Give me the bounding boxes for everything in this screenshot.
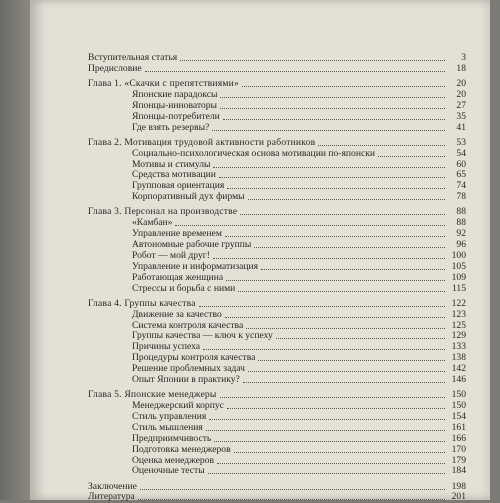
dot-leader [145, 70, 445, 72]
toc-item-page: 154 [451, 410, 466, 422]
toc-item-page: 54 [456, 147, 466, 159]
toc-entry-back-title: Заключение [88, 480, 137, 492]
dot-leader [140, 488, 445, 490]
toc-item-title: «Камбан» [132, 217, 173, 229]
toc-item-page: 150 [451, 400, 466, 411]
toc-item-title: Оценочные тесты [132, 465, 205, 477]
toc-item-page: 88 [456, 217, 466, 229]
toc-item-page: 65 [456, 169, 466, 181]
dot-leader [220, 107, 445, 109]
toc-item-title: Социально-психологическая основа мотивации по-японски [132, 147, 376, 159]
toc-item-page: 96 [456, 239, 466, 250]
toc-item-title: Движение за качество [132, 308, 222, 320]
dot-leader [213, 257, 445, 259]
toc-item-title: Японцы-потребители [132, 110, 220, 122]
dot-leader [180, 59, 445, 61]
toc-item-page: 74 [456, 180, 466, 192]
toc-item [132, 374, 466, 386]
toc-item-page: 142 [451, 363, 466, 375]
toc-item-title: Причины успеха [132, 341, 201, 353]
dot-leader [138, 498, 445, 500]
dot-leader [203, 348, 445, 350]
toc-item-page: 105 [451, 260, 466, 272]
dot-leader [242, 85, 445, 87]
toc-item-title: Средства мотивации [132, 169, 216, 181]
dot-leader [208, 472, 445, 474]
dot-leader [243, 381, 445, 383]
toc-item-title: Где взять резервы? [132, 121, 210, 133]
toc-item-title: Менеджерский корпус [132, 400, 224, 411]
toc-entry-back-page: 198 [451, 480, 466, 492]
book-page [30, 0, 490, 503]
toc-item-page: 78 [456, 191, 466, 203]
toc-item [132, 465, 466, 477]
dot-leader [220, 396, 445, 398]
toc-item-title: Автономные рабочие группы [132, 239, 252, 250]
toc-item [132, 191, 466, 203]
toc-item-title: Управление и информатизация [132, 260, 259, 272]
dot-leader [225, 235, 445, 237]
dot-leader [227, 407, 445, 409]
toc-item-title: Стрессы и борьба с ними [132, 282, 236, 294]
dot-leader [214, 440, 445, 442]
dot-leader [223, 118, 445, 120]
toc-item-page: 129 [451, 330, 466, 342]
dot-leader [225, 316, 445, 318]
toc-chapter-title: Глава 3. Персонал на производстве [88, 206, 238, 218]
toc-item-title: Решение проблемных задач [132, 363, 245, 375]
dot-leader [226, 279, 445, 281]
toc-chapter-title: Глава 5. Японские менеджеры [88, 389, 217, 401]
dot-leader [276, 337, 445, 339]
dot-leader [175, 224, 445, 226]
toc-entry-title: Вступительная статья [88, 52, 178, 63]
toc-chapter-page: 150 [451, 389, 466, 401]
toc-item-title: Система контроля качества [132, 319, 244, 331]
toc-item-page: 35 [456, 110, 466, 122]
dot-leader [318, 144, 445, 146]
toc-item-title: Опыт Японии в практику? [132, 374, 240, 385]
dot-leader [227, 187, 445, 189]
toc-entry-back-title: Литература [88, 491, 135, 503]
dot-leader [246, 327, 445, 329]
toc-item-title: Работающая женщина [132, 271, 224, 283]
toc-item-title: Предприимчивость [132, 432, 212, 444]
toc-item-title: Подготовка менеджеров [132, 443, 231, 455]
toc-item-page: 115 [451, 282, 466, 294]
toc-chapter-page: 122 [451, 297, 466, 309]
toc-entry-back-page: 201 [451, 491, 466, 503]
toc-item-title: Оценка менеджеров [132, 454, 214, 466]
toc-item-page: 170 [451, 443, 466, 455]
dot-leader [219, 176, 445, 178]
dot-leader [248, 370, 445, 372]
dot-leader [213, 166, 445, 168]
toc-entry-back [88, 491, 466, 503]
dot-leader [261, 268, 445, 270]
toc-item-title: Группы качества — ключ к успеху [132, 330, 273, 342]
toc-item-page: 179 [451, 454, 466, 466]
toc-item-title: Процедуры контроля качества [132, 352, 256, 364]
toc-item-page: 100 [451, 249, 466, 261]
toc-item-page: 41 [456, 121, 466, 133]
dot-leader [220, 96, 445, 98]
toc-item-title: Японские парадоксы [132, 88, 218, 100]
dot-leader [212, 129, 445, 131]
toc-item-page: 133 [451, 341, 466, 353]
toc-item-title: Групповая ориентация [132, 180, 225, 192]
dot-leader [240, 213, 445, 215]
toc-item-title: Мотивы и стимулы [132, 158, 211, 170]
toc-entry-preface [88, 63, 466, 75]
toc-item [132, 122, 466, 134]
toc-item-page: 27 [456, 99, 466, 111]
book-spine-shadow [0, 0, 30, 500]
dot-leader [206, 429, 445, 431]
toc-item-page: 146 [451, 374, 466, 385]
dot-leader [209, 418, 445, 420]
toc-item [132, 283, 466, 295]
toc-item-page: 123 [451, 308, 466, 320]
toc-entry-page: 3 [461, 52, 466, 63]
dot-leader [378, 155, 445, 157]
toc-item-title: Робот — мой друг! [132, 249, 210, 261]
dot-leader [238, 290, 445, 292]
toc-chapter-title: Глава 4. Группы качества [88, 297, 196, 309]
toc-item-page: 161 [451, 421, 466, 433]
toc-entry-page: 18 [456, 62, 466, 74]
toc-item-page: 20 [456, 88, 466, 100]
toc-chapter-page: 88 [456, 206, 466, 218]
toc-item-page: 138 [451, 352, 466, 364]
table-of-contents [30, 0, 490, 503]
toc-item-title: Управление временем [132, 228, 222, 240]
toc-item-page: 184 [451, 465, 466, 477]
toc-item-title: Корпоративный дух фирмы [132, 191, 245, 203]
dot-leader [199, 305, 445, 307]
toc-item-title: Стиль управления [132, 410, 207, 422]
dot-leader [234, 451, 445, 453]
toc-item-title: Стиль мышления [132, 421, 203, 433]
toc-item-page: 109 [451, 271, 466, 283]
toc-item-title: Японцы-инноваторы [132, 99, 217, 111]
dot-leader [217, 462, 445, 464]
toc-chapter-page: 20 [456, 78, 466, 89]
toc-entry-title: Предисловие [88, 62, 142, 74]
toc-item-page: 125 [451, 319, 466, 331]
dot-leader [248, 198, 445, 200]
toc-chapter-title: Глава 2. Мотивация трудовой активности работников [88, 136, 316, 148]
toc-chapter-page: 53 [456, 136, 466, 148]
dot-leader [254, 246, 445, 248]
toc-chapter-title: Глава 1. «Скачки с препятствиями» [88, 78, 239, 89]
toc-item-page: 92 [456, 228, 466, 240]
toc-item-page: 166 [451, 432, 466, 444]
dot-leader [258, 359, 445, 361]
toc-item-page: 60 [456, 158, 466, 170]
